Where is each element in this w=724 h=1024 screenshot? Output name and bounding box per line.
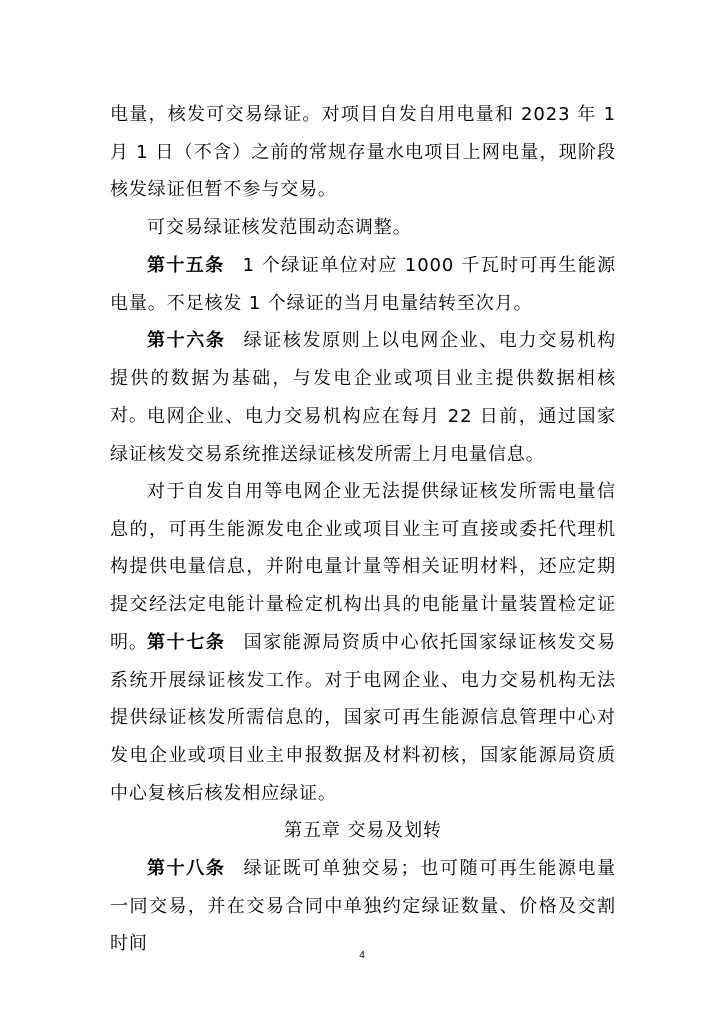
- chapter-heading: 第五章 交易及划转: [284, 820, 442, 841]
- paragraph-text: 电网企业、电力交易机构应在每月 22 日前，通过国家绿证核发交易系统推送绿证核发所需上月电量信息。: [110, 406, 616, 465]
- article-15: [110, 247, 616, 322]
- paragraph-text: 可交易绿证核发范围动态调整。: [147, 217, 412, 238]
- article-18: [110, 850, 616, 963]
- article-text: 1 个绿证单位对应 1000 千瓦时可再生能源电量。不足核发 1 个绿证的当月电量结转至次月。: [110, 255, 616, 314]
- page-number: 4: [359, 950, 365, 961]
- paragraph-text: 对于自发自用等电网企业无法提供绿证核发所需电量信息的，可再生能源发电企业或项目业主可直接或委托代理机构提供电量信息，并附电量计量等相关证明材料，还应定期提交经法定电能计量检定机构出具的电能量计量装置检定证明。: [110, 481, 616, 653]
- paragraph-scope-adjustment: [110, 209, 616, 247]
- paragraph-continuation: [110, 96, 616, 209]
- article-number: 第十八条: [147, 858, 226, 879]
- article-number: 第十六条: [147, 330, 226, 351]
- paragraph-text: 电量，核发可交易绿证。对项目自发自用电量和 2023 年 1 月 1 日（不含）之前的常规存量水电项目上网电量，现阶段核发绿证但暂不参与交易。: [110, 104, 616, 201]
- article-17: [110, 624, 616, 813]
- paragraph-grid-enterprises: [110, 398, 616, 473]
- article-text: 绿证既可单独交易；也可随可再生能源电量一同交易，并在交易合同中单独约定绿证数量、价格及交割时间: [110, 858, 616, 955]
- article-text: 绿证核发原则上以电网企业、电力交易机构提供的数据为基础，与发电企业或项目业主提供数据相核对。: [110, 330, 616, 427]
- article-number: 第十七条: [147, 632, 226, 653]
- article-number: 第十五条: [147, 255, 225, 276]
- article-text: 国家能源局资质中心依托国家绿证核发交易系统开展绿证核发工作。对于电网企业、电力交易机构无法提供绿证核发所需信息的，国家可再生能源信息管理中心对发电企业或项目业主申报数据及材料初核，国家能源局资质中心复核后核发相应绿证。: [110, 632, 616, 804]
